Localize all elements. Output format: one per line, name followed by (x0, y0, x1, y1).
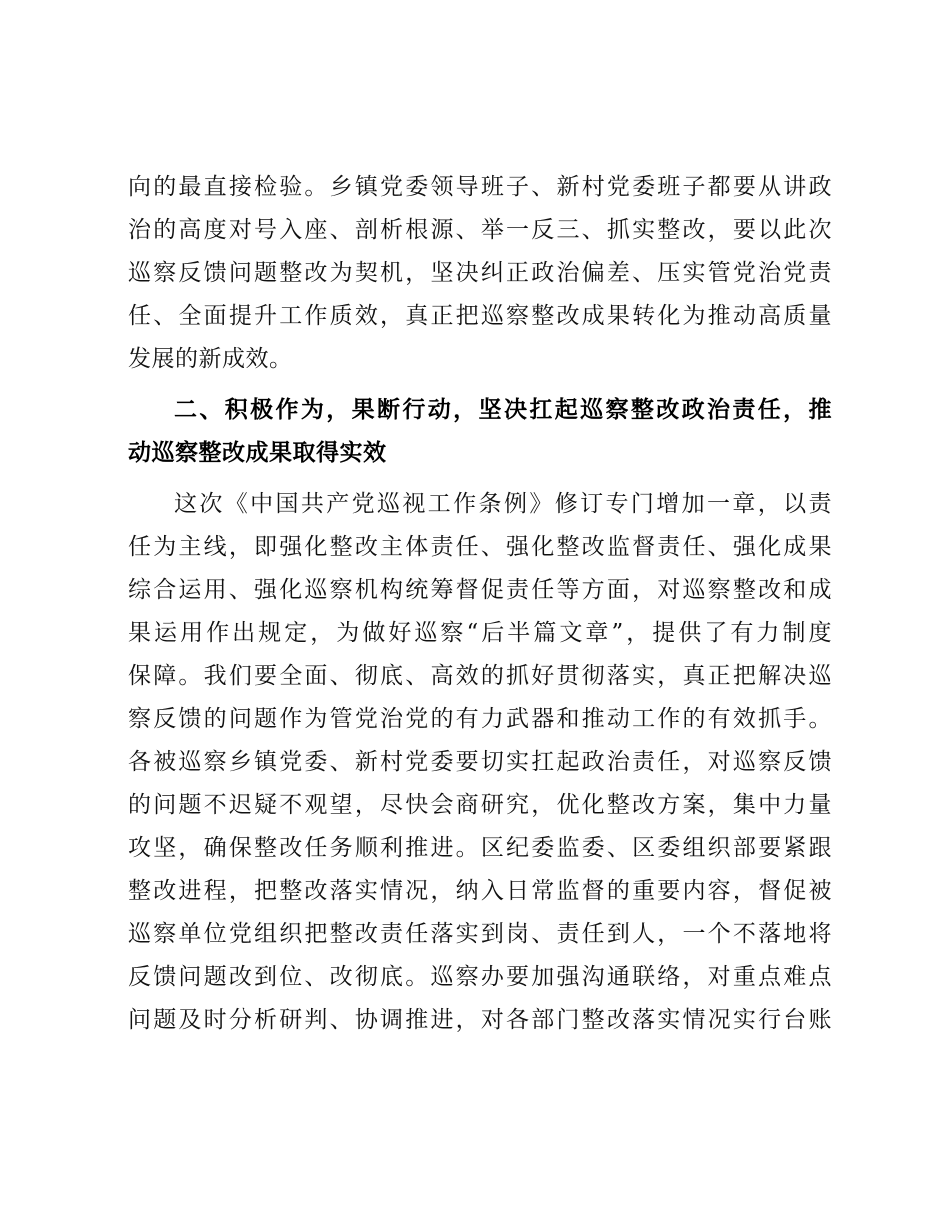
paragraph-body (128, 483, 832, 1042)
text-line: 整改进程，把整改落实情况，纳入日常监督的重要内容，督促被 (128, 878, 832, 904)
text-line: 果运用作出规定，为做好巡察“后半篇文章”，提供了有力制度 (128, 620, 832, 646)
text-line: 各被巡察乡镇党委、新村党委要切实扛起政治责任，对巡察反馈 (128, 749, 832, 775)
text-line: 问题及时分析研判、协调推进，对各部门整改落实情况实行台账 (128, 1007, 832, 1033)
text-line: 巡察单位党组织把整改责任落实到岗、责任到人，一个不落地将 (128, 921, 832, 947)
text-line: 攻坚，确保整改任务顺利推进。区纪委监委、区委组织部要紧跟 (128, 835, 832, 861)
text-line: 保障。我们要全面、彻底、高效的抓好贯彻落实，真正把解决巡 (128, 663, 832, 689)
text-line: 发展的新成效。 (128, 346, 293, 372)
text-line: 治的高度对号入座、剖析根源、举一反三、抓实整改，要以此次 (128, 217, 832, 243)
paragraph-continuation (128, 166, 832, 381)
heading-line: 动巡察整改成果取得实效 (128, 440, 387, 466)
text-line: 反馈问题改到位、改彻底。巡察办要加强沟通联络，对重点难点 (128, 964, 832, 990)
section-heading (128, 389, 832, 475)
text-line: 巡察反馈问题整改为契机，坚决纠正政治偏差、压实管党治党责 (128, 260, 832, 286)
text-line: 这次《中国共产党巡视工作条例》修订专门增加一章，以责 (174, 491, 832, 517)
text-line: 察反馈的问题作为管党治党的有力武器和推动工作的有效抓手。 (128, 706, 832, 732)
heading-line: 二、积极作为，果断行动，坚决扛起巡察整改政治责任，推 (174, 397, 832, 423)
text-line: 的问题不迟疑不观望，尽快会商研究，优化整改方案，集中力量 (128, 792, 832, 818)
text-line: 任、全面提升工作质效，真正把巡察整改成果转化为推动高质量 (128, 303, 832, 329)
text-line: 综合运用、强化巡察机构统筹督促责任等方面，对巡察整改和成 (128, 577, 832, 603)
text-line: 向的最直接检验。乡镇党委领导班子、新村党委班子都要从讲政 (128, 174, 832, 200)
text-line: 任为主线，即强化整改主体责任、强化整改监督责任、强化成果 (128, 534, 832, 560)
